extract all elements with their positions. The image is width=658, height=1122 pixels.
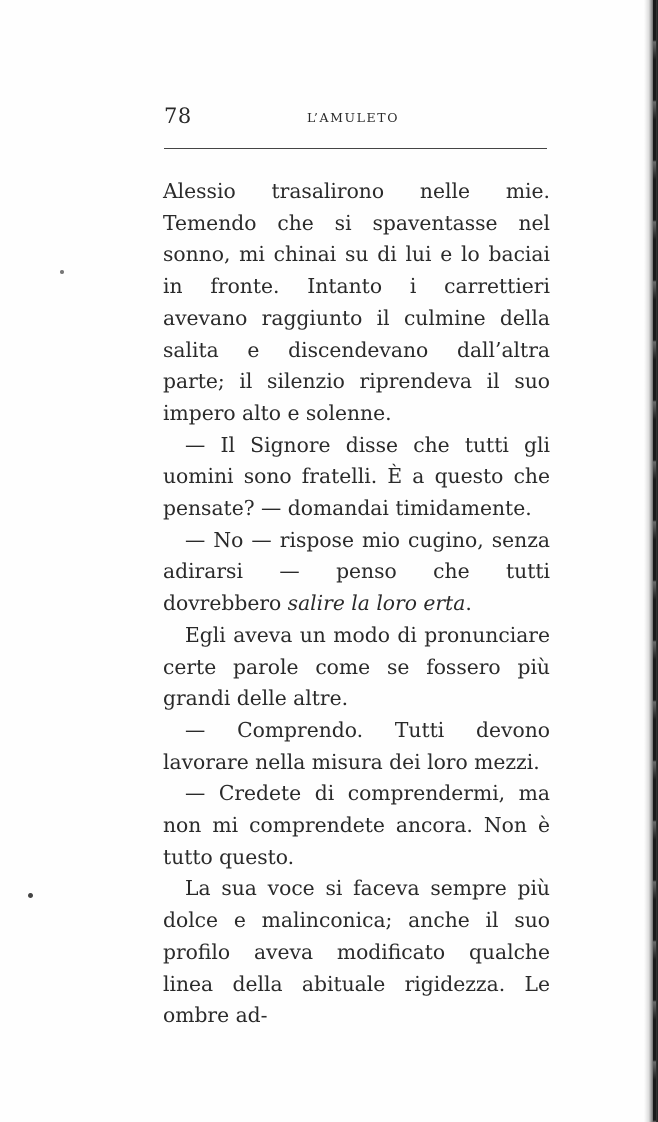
italic-phrase: salire la loro erta xyxy=(287,591,466,616)
paragraph: Egli aveva un modo di pronunciare certe parole come se fossero più grandi delle altre. xyxy=(163,622,550,711)
paragraph: Alessio trasalirono nelle mie. Temendo che si spaventasse nel sonno, mi chinai su di lui e lo baciai in fronte. Intanto i carrettieri avevano raggiunto il culmine della salita e discendevano dall’altra parte; il silenzio riprendeva il suo impero alto e solenne. xyxy=(163,179,550,425)
page-number: 78 xyxy=(164,104,192,128)
page-edge-binding xyxy=(653,0,656,1122)
running-head xyxy=(164,104,548,132)
paragraph: La sua voce si faceva sempre più dolce e malinconica; anche il suo profilo aveva modificato qualche linea della abituale rigidezza. Le ombre ad- xyxy=(163,876,550,1028)
paragraph: — Credete di comprendermi, ma non mi comprendete ancora. Non è tutto questo. xyxy=(163,781,550,869)
paragraph-text: — No — rispose mio cugino, senza adirarsi — penso che tutti dovrebbero xyxy=(163,527,550,616)
paragraph: — Comprendo. Tutti devono lavorare nella misura dei loro mezzi. xyxy=(163,717,550,774)
paragraph xyxy=(163,525,550,620)
paragraph-text: . xyxy=(465,591,472,616)
page-edge-shadow xyxy=(644,0,658,1122)
book-title: L’AMULETO xyxy=(307,110,400,125)
body-text xyxy=(163,176,550,1032)
stray-speck xyxy=(60,270,64,274)
stray-speck xyxy=(28,893,33,898)
header-rule xyxy=(164,148,547,149)
paragraph: — Il Signore disse che tutti gli uomini sono fratelli. È a questo che pensate? — domandai timidamente. xyxy=(163,432,550,521)
